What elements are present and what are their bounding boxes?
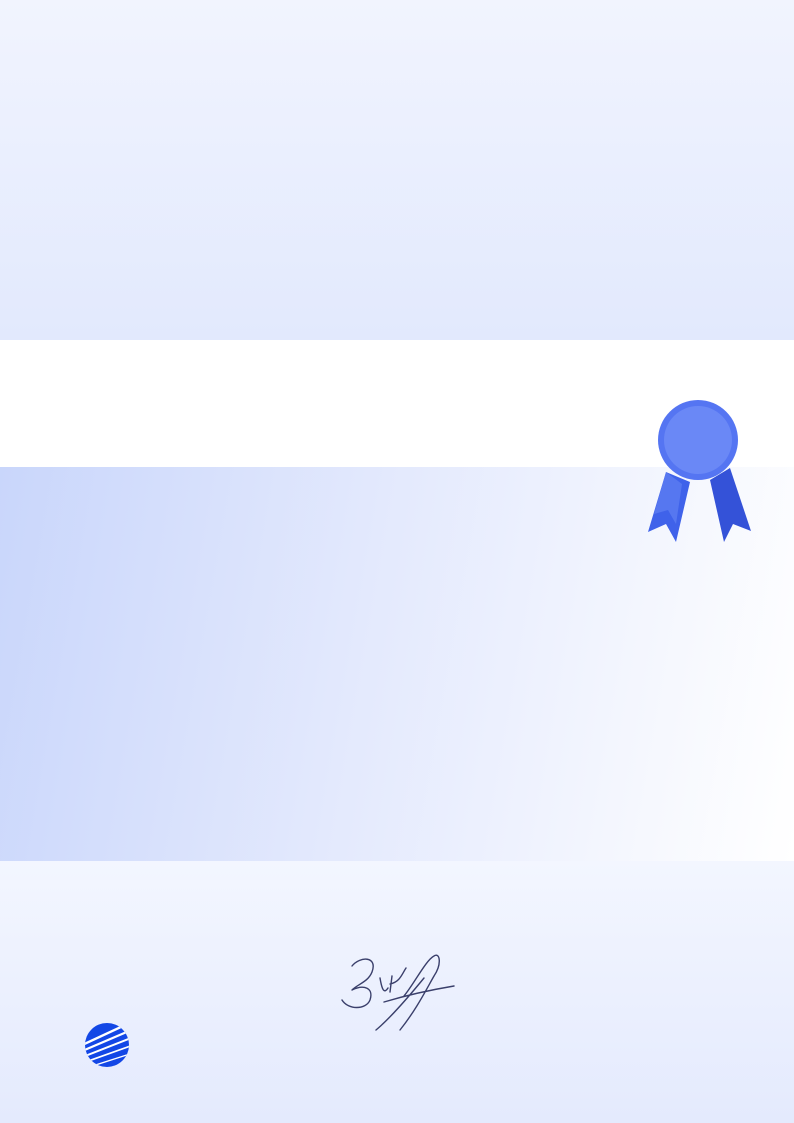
medal-star-icon	[632, 364, 762, 554]
signature	[330, 938, 470, 1038]
company-logo	[84, 1022, 142, 1068]
company-logo-icon	[84, 1022, 130, 1068]
